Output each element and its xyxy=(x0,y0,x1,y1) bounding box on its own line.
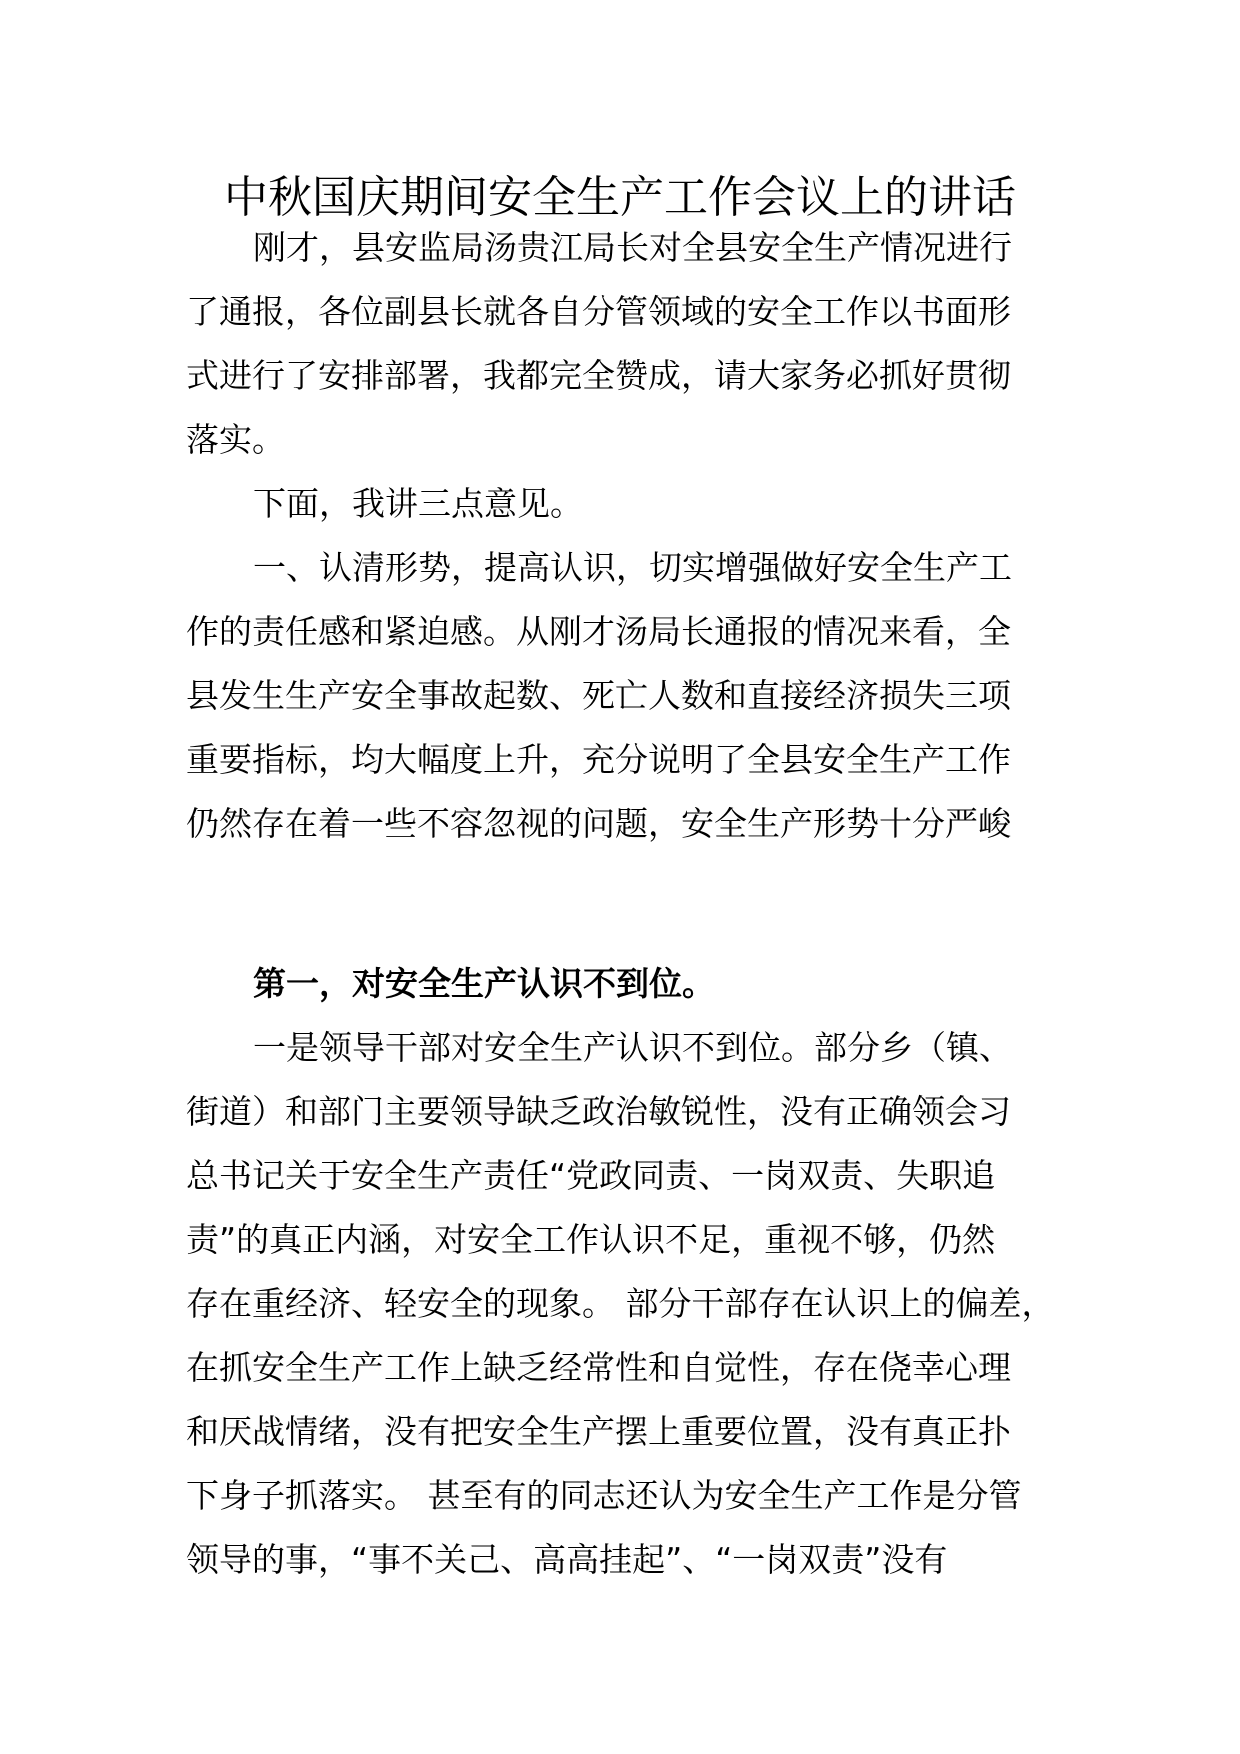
paragraph-line: 仍然存在着一些不容忽视的问题，安全生产形势十分严峻 xyxy=(186,804,1011,843)
document-title: 中秋国庆期间安全生产工作会议上的讲话 xyxy=(224,172,1016,223)
section-heading-line: 一、认清形势，提高认识，切实增强做好安全生产工 xyxy=(253,548,1012,587)
paragraph-line: 了通报，各位副县长就各自分管领域的安全工作以书面形 xyxy=(186,292,1011,331)
paragraph-line: 下身子抓落实。 甚至有的同志还认为安全生产工作是分管 xyxy=(186,1476,1022,1515)
paragraph-line: 一是领导干部对安全生产认识不到位。部分乡（镇、 xyxy=(253,1028,1012,1067)
body-block-2 xyxy=(186,952,1056,1592)
paragraph-line: 下面，我讲三点意见。 xyxy=(253,484,583,523)
paragraph-line: 领导的事，“事不关己、高高挂起”、“一岗双责”没有 xyxy=(186,1540,948,1579)
paragraph-line: 街道）和部门主要领导缺乏政治敏锐性，没有正确领会习 xyxy=(186,1092,1011,1131)
paragraph-line: 重要指标，均大幅度上升，充分说明了全县安全生产工作 xyxy=(186,740,1011,779)
paragraph-line: 责”的真正内涵，对安全工作认识不足，重视不够，仍然 xyxy=(186,1220,996,1259)
paragraph-line: 刚才，县安监局汤贵江局长对全县安全生产情况进行 xyxy=(253,228,1012,267)
paragraph-line: 式进行了安排部署，我都完全赞成，请大家务必抓好贯彻 xyxy=(186,356,1011,395)
paragraph-line: 县发生生产安全事故起数、死亡人数和直接经济损失三项 xyxy=(186,676,1011,715)
paragraph-line: 作的责任感和紧迫感。从刚才汤局长通报的情况来看，全 xyxy=(186,612,1011,651)
body-block-1 xyxy=(186,216,1056,856)
paragraph-line: 总书记关于安全生产责任“党政同责、一岗双责、失职追 xyxy=(186,1156,996,1195)
paragraph-line: 存在重经济、轻安全的现象。 部分干部存在认识上的偏差， xyxy=(186,1284,1055,1323)
paragraph-line: 落实。 xyxy=(186,420,285,459)
paragraph-line: 和厌战情绪，没有把安全生产摆上重要位置，没有真正扑 xyxy=(186,1412,1011,1451)
paragraph-line: 在抓安全生产工作上缺乏经常性和自觉性，存在侥幸心理 xyxy=(186,1348,1011,1387)
subsection-heading: 第一，对安全生产认识不到位。 xyxy=(253,964,715,1003)
